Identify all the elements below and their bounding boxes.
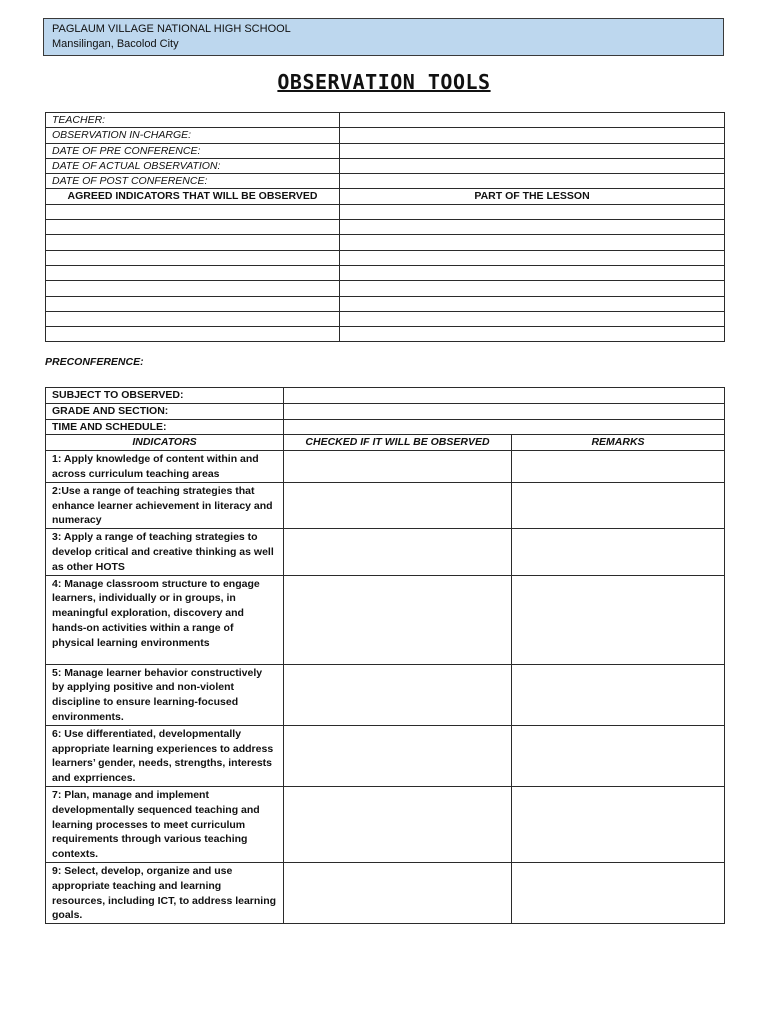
blank-cell[interactable]: [340, 281, 725, 296]
agreed-indicators-header: AGREED INDICATORS THAT WILL BE OBSERVED: [46, 189, 340, 204]
info-row-observation-in-charge: [46, 128, 725, 143]
indicator-text: 4: Manage classroom structure to engage learners, individually or in groups, in meaningful exploration, discovery and hands-on activities within a range of physical learning environments: [46, 575, 284, 664]
preconference-table: [45, 387, 725, 924]
blank-cell[interactable]: [340, 311, 725, 326]
blank-row: [46, 220, 725, 235]
school-name: PAGLAUM VILLAGE NATIONAL HIGH SCHOOL: [52, 23, 291, 35]
remarks-cell[interactable]: [512, 529, 725, 575]
blank-cell[interactable]: [340, 204, 725, 219]
blank-cell[interactable]: [46, 250, 340, 265]
info-row-pre-conference-date: [46, 143, 725, 158]
field-label: DATE OF ACTUAL OBSERVATION:: [46, 158, 340, 173]
indicator-row: [46, 482, 725, 528]
part-of-lesson-header: PART OF THE LESSON: [340, 189, 725, 204]
preconference-label: PRECONFERENCE:: [45, 356, 144, 368]
blank-row: [46, 235, 725, 250]
preconf-row-grade-section: [46, 403, 725, 419]
blank-cell[interactable]: [46, 235, 340, 250]
checked-cell[interactable]: [284, 529, 512, 575]
remarks-cell[interactable]: [512, 862, 725, 923]
field-label: GRADE AND SECTION:: [46, 403, 284, 419]
field-value-cell[interactable]: [340, 174, 725, 189]
remarks-cell[interactable]: [512, 725, 725, 786]
indicator-text: 9: Select, develop, organize and use appropriate teaching and learning resources, including ICT, to address learning goals.: [46, 862, 284, 923]
checked-cell[interactable]: [284, 664, 512, 725]
indicator-row: [46, 451, 725, 483]
indicator-text: 2:Use a range of teaching strategies that enhance learner achievement in literacy and numeracy: [46, 482, 284, 528]
info-row-post-conference-date: [46, 174, 725, 189]
blank-cell[interactable]: [46, 281, 340, 296]
indicator-row: [46, 575, 725, 664]
blank-cell[interactable]: [46, 265, 340, 280]
indicator-row: [46, 725, 725, 786]
info-row-teacher: [46, 113, 725, 128]
blank-cell[interactable]: [46, 327, 340, 342]
checked-cell[interactable]: [284, 575, 512, 664]
page-title: OBSERVATION TOOLS: [277, 70, 491, 94]
blank-row: [46, 265, 725, 280]
remarks-cell[interactable]: [512, 786, 725, 862]
field-label: DATE OF POST CONFERENCE:: [46, 174, 340, 189]
blank-cell[interactable]: [340, 220, 725, 235]
field-label: DATE OF PRE CONFERENCE:: [46, 143, 340, 158]
school-header: [43, 18, 724, 56]
blank-cell[interactable]: [340, 265, 725, 280]
indicator-text: 1: Apply knowledge of content within and across curriculum teaching areas: [46, 451, 284, 483]
observation-info-table: [45, 112, 725, 342]
blank-row: [46, 327, 725, 342]
remarks-header: REMARKS: [512, 435, 725, 451]
indicator-row: [46, 862, 725, 923]
blank-cell[interactable]: [340, 250, 725, 265]
remarks-cell[interactable]: [512, 664, 725, 725]
checked-cell[interactable]: [284, 482, 512, 528]
blank-row: [46, 281, 725, 296]
blank-row: [46, 250, 725, 265]
preconf-column-headers: [46, 435, 725, 451]
remarks-cell[interactable]: [512, 451, 725, 483]
checked-cell[interactable]: [284, 451, 512, 483]
blank-row: [46, 204, 725, 219]
indicator-text: 6: Use differentiated, developmentally appropriate learning experiences to address learners’ gender, needs, strengths, interests and exprriences.: [46, 725, 284, 786]
blank-row: [46, 311, 725, 326]
blank-cell[interactable]: [340, 296, 725, 311]
field-value-cell[interactable]: [340, 128, 725, 143]
blank-cell[interactable]: [46, 296, 340, 311]
blank-cell[interactable]: [46, 311, 340, 326]
field-value-cell[interactable]: [340, 113, 725, 128]
indicator-row: [46, 664, 725, 725]
field-value-cell[interactable]: [284, 419, 725, 435]
info-column-headers: [46, 189, 725, 204]
preconf-row-time-schedule: [46, 419, 725, 435]
blank-cell[interactable]: [340, 327, 725, 342]
checked-cell[interactable]: [284, 862, 512, 923]
field-value-cell[interactable]: [340, 158, 725, 173]
indicator-row: [46, 529, 725, 575]
preconf-row-subject: [46, 388, 725, 404]
field-label: SUBJECT TO OBSERVED:: [46, 388, 284, 404]
blank-row: [46, 296, 725, 311]
checked-cell[interactable]: [284, 725, 512, 786]
blank-cell[interactable]: [340, 235, 725, 250]
indicator-row: [46, 786, 725, 862]
indicator-text: 5: Manage learner behavior constructively by applying positive and non-violent discipline to ensure learning-focused environments.: [46, 664, 284, 725]
indicator-text: 3: Apply a range of teaching strategies to develop critical and creative thinking as well as other HOTS: [46, 529, 284, 575]
field-value-cell[interactable]: [340, 143, 725, 158]
remarks-cell[interactable]: [512, 575, 725, 664]
field-value-cell[interactable]: [284, 403, 725, 419]
field-label: TEACHER:: [46, 113, 340, 128]
checked-cell[interactable]: [284, 786, 512, 862]
school-address: Mansilingan, Bacolod City: [52, 38, 179, 50]
info-row-actual-observation-date: [46, 158, 725, 173]
indicators-header: INDICATORS: [46, 435, 284, 451]
remarks-cell[interactable]: [512, 482, 725, 528]
blank-cell[interactable]: [46, 204, 340, 219]
field-label: OBSERVATION IN-CHARGE:: [46, 128, 340, 143]
checked-header: CHECKED IF IT WILL BE OBSERVED: [284, 435, 512, 451]
blank-cell[interactable]: [46, 220, 340, 235]
field-value-cell[interactable]: [284, 388, 725, 404]
indicator-text: 7: Plan, manage and implement developmentally sequenced teaching and learning processes to meet curriculum requirements through various teaching contexts.: [46, 786, 284, 862]
field-label: TIME AND SCHEDULE:: [46, 419, 284, 435]
